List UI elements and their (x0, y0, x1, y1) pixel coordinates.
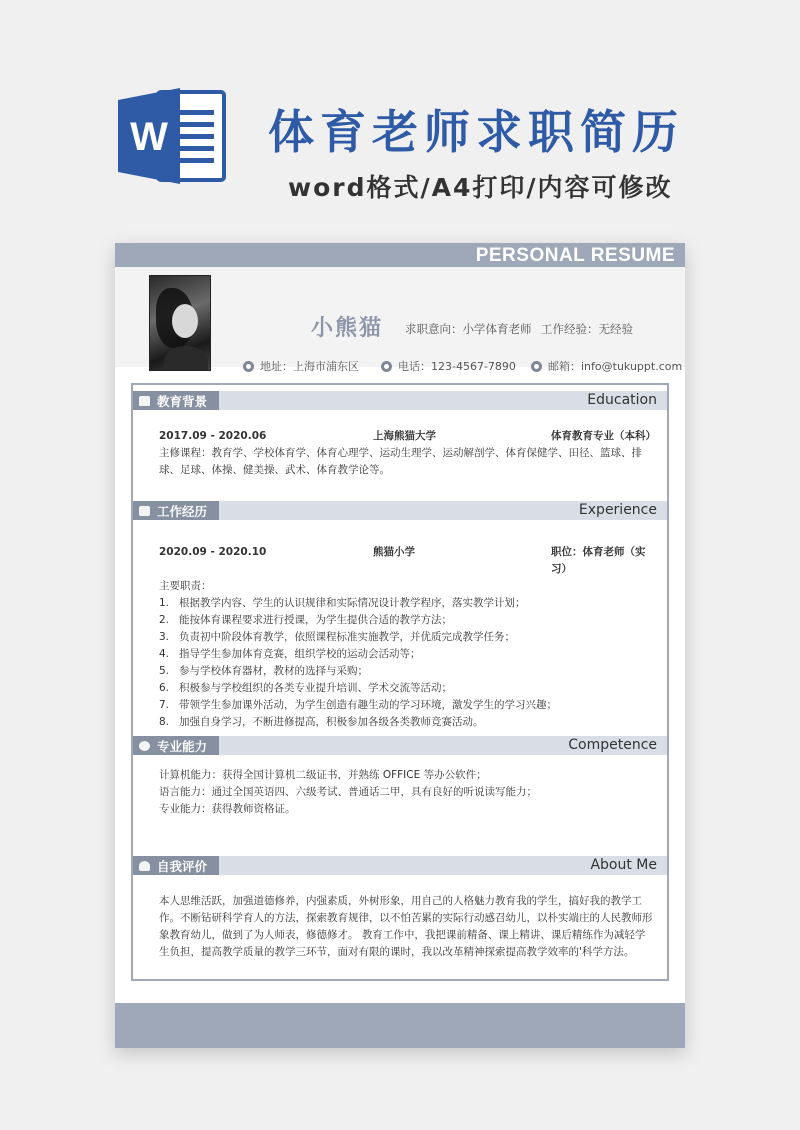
about-header (133, 856, 667, 875)
about-section (133, 856, 667, 961)
education-row (159, 428, 656, 445)
list-item: 2. 能按体育课程要求进行授课，为学生提供合适的教学方法； (159, 614, 452, 626)
banner (0, 0, 800, 240)
education-major: 体育教育专业（本科） (551, 430, 656, 442)
about-title: 自我评价 (157, 858, 208, 874)
list-item: 5. 参与学校体育器材，教材的选择与采购； (159, 665, 368, 677)
page-title: 体育老师求职简历 (268, 105, 684, 159)
gear-icon (139, 741, 150, 751)
education-header (133, 391, 667, 410)
page-subtitle: word格式/A4打印/内容可修改 (288, 173, 673, 202)
work-header (133, 501, 667, 520)
skills-title: 专业能力 (157, 738, 208, 754)
email-icon (531, 361, 542, 372)
skill-line: 语言能力：通过全国英语四、六级考试、普通话二甲，具有良好的听说读写能力； (159, 786, 537, 798)
skills-title-en: Competence (568, 737, 657, 753)
candidate-name: 小熊猫 (311, 316, 384, 341)
work-position: 职位：体育老师（实习） (551, 546, 646, 575)
education-title: 教育背景 (157, 393, 208, 409)
list-item: 1. 根据教学内容、学生的认识规律和实际情况设计教学程序，落实教学计划； (159, 597, 526, 609)
work-title-en: Experience (578, 502, 657, 518)
about-text: 本人思维活跃，加强道德修养，内强素质，外树形象，用自己的人格魅力教育我的学生，搞好我的教学工作。不断钻研科学育人的方法，探索教育规律，以不怕苦累的实际行动感召幼儿，以朴实端庄的人民教师形象教育幼儿，做到了为人师表，修德修才。 教育工作中，我把课前精备、课上精讲、课后精练作为减轻学生负担，提高教学质量的教学三环节，面对有限的课时，我以改革精神探索提高教学效率的'科学方法。 (159, 895, 653, 958)
resume-page (115, 243, 685, 1048)
work-section (133, 501, 667, 731)
list-item: 8. 加强自身学习，不断进修提高，积极参加各级各类教师竞赛活动。 (159, 716, 484, 728)
bottom-strip (115, 1003, 685, 1048)
briefcase-icon (139, 506, 150, 516)
graduation-cap-icon (139, 396, 150, 406)
user-icon (139, 861, 150, 871)
top-strip (115, 243, 685, 267)
list-item: 4. 指导学生参加体育竞赛，组织学校的运动会活动等； (159, 648, 421, 660)
word-document-icon (118, 86, 230, 186)
work-title: 工作经历 (157, 503, 208, 519)
list-item: 7. 带领学生参加课外活动，为学生创造有趣生动的学习环境，激发学生的学习兴趣； (159, 699, 557, 711)
education-title-en: Education (587, 392, 657, 408)
work-row (159, 544, 653, 578)
contact-email (531, 358, 682, 374)
job-intent: 求职意向：小学体育老师 (405, 322, 532, 336)
skill-line: 计算机能力：获得全国计算机二级证书，并熟练 OFFICE 等办公软件； (159, 769, 487, 781)
work-duty-list (159, 595, 653, 731)
work-date: 2020.09 - 2020.10 (159, 546, 267, 558)
phone-text: 电话：123-4567-7890 (398, 360, 516, 373)
work-duty-label: 主要职责： (159, 580, 212, 592)
email-text: 邮箱：info@tukuppt.com (548, 360, 683, 373)
work-experience-years: 工作经验：无经验 (541, 322, 633, 336)
skills-section (133, 736, 667, 818)
phone-icon (381, 361, 392, 372)
profile-photo (149, 275, 211, 371)
about-title-en: About Me (590, 857, 657, 873)
logo-letter: W (130, 115, 168, 159)
profile-header (115, 267, 685, 373)
contact-phone (381, 358, 516, 374)
contact-address (243, 358, 359, 374)
list-item: 6. 积极参与学校组织的各类专业提升培训、学术交流等活动； (159, 682, 452, 694)
list-item: 3. 负责初中阶段体育教学，依照课程标准实施教学，并优质完成教学任务； (159, 631, 515, 643)
education-section (133, 391, 667, 479)
education-school: 上海熊猫大学 (373, 430, 436, 442)
education-date: 2017.09 - 2020.06 (159, 430, 267, 442)
skill-line: 专业能力：获得教师资格证。 (159, 803, 296, 815)
content-frame (131, 383, 669, 981)
skills-header (133, 736, 667, 755)
education-courses: 主修课程：教育学、学校体育学、体育心理学、运动生理学、运动解剖学、体育保健学、田径、篮球、排球、足球、体操、健美操、武术、体育教学论等。 (159, 447, 642, 476)
resume-label: PERSONAL RESUME (475, 245, 675, 266)
location-pin-icon (243, 361, 254, 372)
work-company: 熊猫小学 (373, 546, 415, 558)
address-text: 地址：上海市浦东区 (260, 360, 359, 373)
